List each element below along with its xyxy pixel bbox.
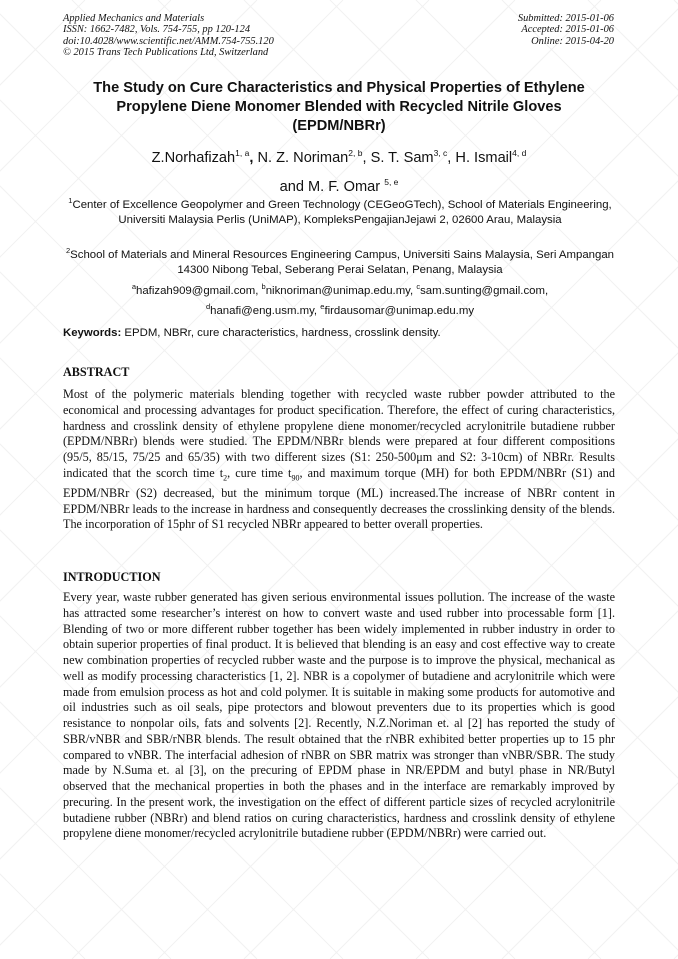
keywords [63,326,617,341]
affiliation-text: Center of Excellence Geopolymer and Green Technology (CEGeoGTech), School of Materials Engineering, Universiti Malaysia Perlis (UniMAP), KompleksPengajianJejawi 2, 02600 Arau, Malaysia [72,198,612,226]
author-separator: , [249,149,254,166]
affiliation-2 [62,243,618,278]
author-affiliation-mark: 3, c [433,148,448,158]
copyright-line: © 2015 Trans Tech Publications Ltd, Switzerland [63,47,269,59]
email-mark: d [205,302,211,311]
email-link[interactable]: sam.sunting@gmail.com, [420,284,549,297]
email-mark: a [131,282,137,291]
email-mark: c [416,282,421,291]
email-mark: b [261,282,266,291]
journal-info [63,13,274,59]
author-name: and M. F. Omar [279,178,385,195]
abstract-part: Most of the polymeric materials blending together with recycled waste rubber powder attributed to the economical and processing advantages for product specification. Therefore, the effect of curing characteristics, hardness and crosslink density of ethylene propylene diene monomer/recycled acrylonitrile butadiene rubber (EPDM/NBRr) blends were studied. The EPDM/NBRr blends were prepared at four different compositions (95/5, 85/15, 75/25 and 65/35) with two different sizes (S1: 250-500μm and S2: 3-10cm) of NBRr. Results indicated that the scorch time t [63,387,615,480]
issn-line: ISSN: 1662-7482, Vols. 754-755, pp 120-124 [63,24,251,36]
abstract-text [63,387,615,533]
introduction-text: Every year, waste rubber generated has given serious environmental issues pollution. The increase of the waste has attracted some researcher’s interest on how to convert waste and used rubber into processable form [1]. Blending of two or more different rubber together has been widely implemented in rubber industry in order to obtain superior properties of final product. It is believed that blending is an easy and cost effective way to create new combination properties of recycled rubber waste and the purpose is to improve the physical, mechanical as well as modify processing characteristics [1, 2]. NBR is a copolymer of butadiene and acrylonitrile which were made from emulsion process as hot and cold polymer. It is suitable in making some products for automotive and oil industries such as oil seals, pipe protectors and blowout preventers due to its properties which is good resistance to nonpolar oils, fats and solvents [2]. Recently, N.Z.Noriman et. al [2] has reported the study of SBR/vNBR and SBR/rNBR blends. The result obtained that the rNBR exhibited better properties up to 15 phr compared to vNBR. The interfacial adhesion of rNBR on SBR matrix was stronger than vNBR/SBR. The study made by N.Suma et. al [3], on the precuring of EPDM phase in NR/EPDM and butyl phase in NR/Butyl observed that the mechanical properties in both the phases and in the interface are remarkably improved by precuring. In the present work, the investigation on the effect of different particle sizes of recycled acrylonitrile butadiene rubber (NBRr) and blend ratios on curing characteristics, hardness and crosslink density of ethylene propylene diene monomer/recycled acrylonitrile butadiene rubber (EPDM/NBRr) were carried out. [63,590,615,841]
author-affiliation-mark: 5, e [384,176,399,187]
title-line-3: (EPDM/NBRr) [292,118,386,134]
doi-line: doi:10.4028/www.scientific.net/AMM.754-755.120 [63,35,274,47]
author-affiliation-mark: 1, a [235,148,250,158]
author-affiliation-mark: 4, d [512,148,527,158]
email-line-1 [62,279,618,299]
journal-name: Applied Mechanics and Materials [63,13,205,24]
author-name: N. Z. Noriman [253,149,349,166]
paper-title [60,79,618,136]
author-name: Z.Norhafizah [151,149,236,166]
author-separator: , [362,149,367,166]
email-link[interactable]: niknoriman@unimap.edu.my, [265,284,417,297]
email-link[interactable]: hanafi@eng.usm.my, [210,304,321,317]
keywords-label: Keywords: [63,327,122,339]
keywords-text: EPDM, NBRr, cure characteristics, hardness, crosslink density. [121,327,441,339]
email-link[interactable]: firdausomar@unimap.edu.my [324,304,475,317]
author-name: S. T. Sam [366,149,434,166]
email-mark: e [320,302,325,311]
author-line-1 [60,141,618,170]
title-line-1: The Study on Cure Characteristics and Physical Properties of Ethylene [93,80,585,96]
online-date: Online: 2015-04-20 [531,35,614,47]
affiliation-number: 1 [68,196,73,205]
accepted-date: Accepted: 2015-01-06 [521,24,614,36]
subscript: 90 [291,473,300,483]
abstract-part: , and maximum torque (MH) for both EPDM/NBRr (S1) and EPDM/NBRr (S2) decreased, but the minimum torque (ML) increased.The increase of NBRr content in EPDM/NBRr leads to the increase in hardness and consequently decreases the crosslinking density of the blends. The incorporation of 15phr of S1 recycled NBRr appeared to better overall properties. [63,465,615,532]
affiliation-1 [62,193,618,228]
email-link[interactable]: hafizah909@gmail.com, [136,284,262,297]
author-separator: , [447,149,452,166]
title-line-2: Propylene Diene Monomer Blended with Recycled Nitrile Gloves [116,99,562,115]
affiliation-text: School of Materials and Mineral Resources Engineering Campus, Universiti Sains Malaysia, Seri Ampangan 14300 Nibong Tebal, Seberang Perai Selatan, Penang, Malaysia [70,248,615,276]
publication-dates [518,13,614,47]
author-list [60,141,618,199]
subscript: 2 [223,473,228,483]
email-line-2 [62,299,618,319]
affiliation-number: 2 [65,246,71,255]
abstract-part: , cure time t [227,465,292,480]
introduction-heading: INTRODUCTION [63,570,161,584]
author-name: H. Ismail [451,149,513,166]
author-affiliation-mark: 2, b [348,148,363,158]
submitted-date: Submitted: 2015-01-06 [517,13,614,24]
abstract-heading: ABSTRACT [63,365,130,379]
author-emails [62,279,618,319]
